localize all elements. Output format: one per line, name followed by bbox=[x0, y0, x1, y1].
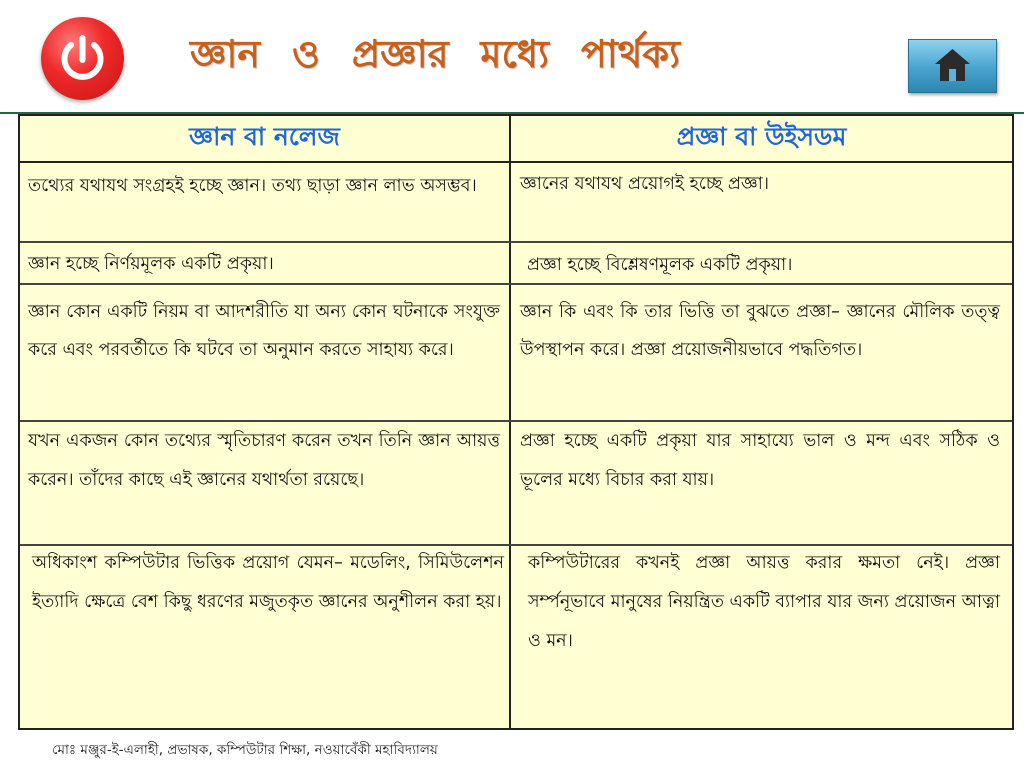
power-button[interactable] bbox=[41, 17, 124, 100]
row-1-wisdom: জ্ঞানের যথাযথ প্রয়োগই হচ্ছে প্রজ্ঞা। bbox=[520, 174, 770, 194]
row-5-knowledge: অধিকাংশ কম্পিউটার ভিত্তিক প্রয়োগ যেমন– মডেলিং, সিমিউলেশন ইত্যাদি ক্ষেত্রে বেশ কিছু ধরণের মজুতকৃত জ্ঞানের অনুশীলন করা হয়। bbox=[32, 553, 504, 612]
row-5-wisdom: কম্পিউটারের কখনই প্রজ্ঞা আয়ত্ত করার ক্ষমতা নেই। প্রজ্ঞা সর্ম্পনূভাবে মানুষের নিয়ন্ত্রিত একটি ব্যাপার যার জন্য প্রয়োজন আত্না ও মন। bbox=[528, 553, 1000, 651]
row-4-knowledge: যখন একজন কোন তথ্যের স্মৃতিচারণ করেন তখন তিনি জ্ঞান আয়ত্ত করেন। তাঁদের কাছে এই জ্ঞানের যথার্থতা রয়েছে। bbox=[28, 431, 500, 490]
row-divider bbox=[20, 283, 1012, 285]
row-2-wisdom: প্রজ্ঞা হচ্ছে বিশ্লেষণমূলক একটি প্রকৃয়া। bbox=[527, 255, 793, 275]
footer-credit: মোঃ মঞ্জুর-ই-এলাহী, প্রভাষক, কম্পিউটার শিক্ষা, নওয়াবেঁকী মহাবিদ্যালয় bbox=[52, 742, 438, 758]
row-3-wisdom: জ্ঞান কি এবং কি তার ভিত্তি তা বুঝতে প্রজ্ঞা– জ্ঞানের মৌলিক তত্ত্ব উপস্থাপন করে। প্রজ্ঞা প্রয়োজনীয়ভাবে পদ্ধতিগত। bbox=[520, 302, 1000, 360]
header-knowledge: জ্ঞান বা নলেজ bbox=[20, 116, 509, 163]
home-button[interactable] bbox=[908, 39, 997, 93]
row-1-knowledge: তথ্যের যথাযথ সংগ্রহই হচ্ছে জ্ঞান। তথ্য ছাড়া জ্ঞান লাভ অসম্ভব। bbox=[28, 176, 477, 196]
home-icon bbox=[934, 47, 971, 83]
row-4-wisdom: প্রজ্ঞা হচ্ছে একটি প্রকৃয়া যার সাহায্যে ভাল ও মন্দ এবং সঠিক ও ভূলের মধ্যে বিচার করা যায়। bbox=[520, 431, 1000, 490]
header-wisdom: প্রজ্ঞা বা উইসডম bbox=[511, 116, 1012, 163]
row-divider bbox=[20, 241, 1012, 243]
row-2-knowledge: জ্ঞান হচ্ছে নির্ণয়মূলক একটি প্রকৃয়া। bbox=[28, 254, 274, 274]
comparison-table bbox=[18, 114, 1014, 730]
row-3-knowledge: জ্ঞান কোন একটি নিয়ম বা আদশরীতি যা অন্য কোন ঘটনাকে সংযুক্ত করে এবং পরবর্তীতে কি ঘটবে তা অনুমান করতে সাহায্য করে। bbox=[28, 302, 500, 360]
column-divider bbox=[509, 116, 511, 728]
page-title: জ্ঞান ও প্রজ্ঞার মধ্যে পার্থক্য bbox=[190, 31, 680, 76]
power-icon bbox=[41, 17, 124, 100]
